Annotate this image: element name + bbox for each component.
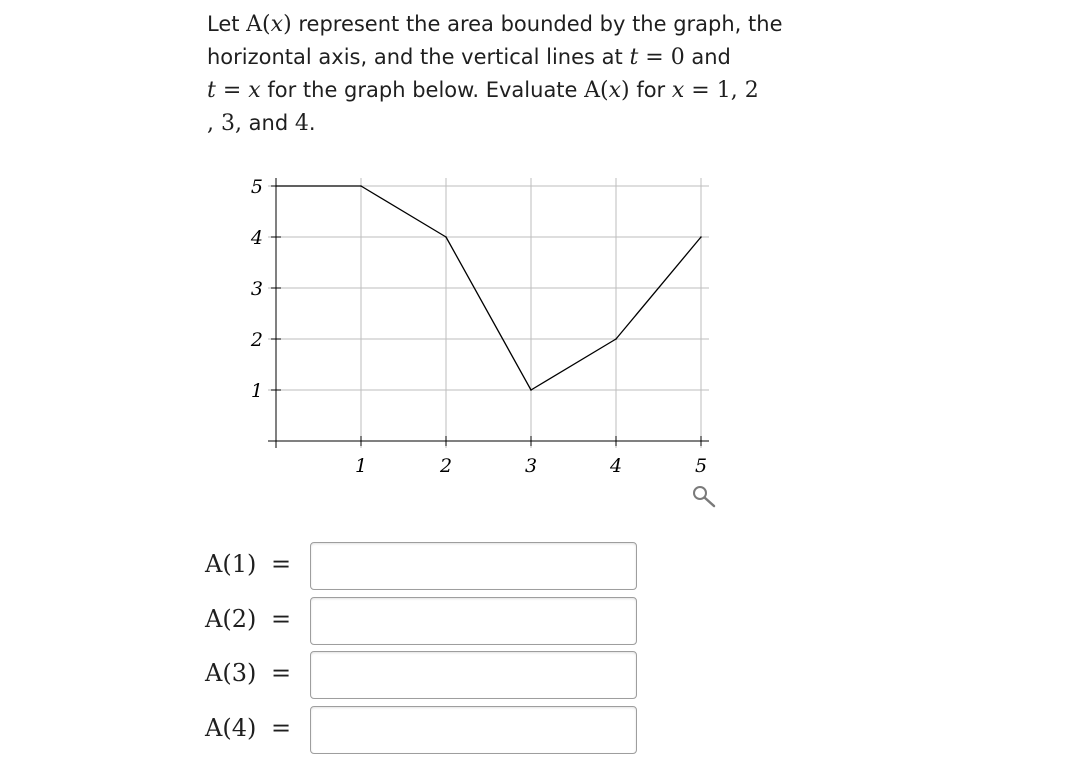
text-segment: represent the area bounded by the graph, the: [291, 12, 783, 36]
x-tick-label: 2: [439, 455, 453, 477]
math-variable: x: [608, 78, 622, 103]
answer-input-a1[interactable]: [310, 542, 637, 590]
text-segment: for: [629, 78, 672, 102]
answer-label-text: A(4): [205, 713, 257, 742]
math-segment: A(: [246, 12, 271, 37]
answer-label: [205, 714, 295, 742]
magnifier-icon[interactable]: [687, 482, 721, 512]
math-variable: t: [207, 78, 216, 103]
math-segment: 4: [294, 111, 309, 136]
math-segment: = 0: [638, 45, 685, 70]
data-point: [445, 236, 447, 238]
answer-label-text: A(2): [205, 604, 257, 633]
data-point: [275, 185, 277, 187]
math-variable: x: [248, 78, 261, 103]
answer-input-a4[interactable]: [310, 706, 637, 754]
text-segment: for the graph below. Evaluate: [260, 78, 585, 102]
answer-label: [205, 550, 295, 578]
answer-label: [205, 659, 295, 687]
text-segment: horizontal axis, and the vertical lines at: [207, 45, 630, 69]
answer-label-text: A(1): [205, 550, 257, 578]
x-tick-label: 1: [354, 455, 368, 477]
tick-labels: [250, 176, 707, 477]
answer-input-a2[interactable]: [310, 597, 637, 645]
y-tick-label: 4: [250, 227, 263, 249]
math-variable: x: [671, 78, 685, 103]
equals-sign: =: [271, 659, 292, 687]
text-segment: and: [241, 111, 295, 135]
answer-label: [205, 605, 295, 633]
equals-sign: =: [271, 550, 292, 578]
data-point: [700, 236, 702, 238]
math-segment: , 3,: [207, 111, 242, 136]
math-segment: ): [283, 12, 292, 37]
y-tick-label: 5: [250, 176, 263, 198]
data-point: [530, 389, 532, 391]
math-segment: ): [621, 78, 630, 103]
math-segment: A(: [584, 78, 609, 103]
answer-input-a3[interactable]: [310, 651, 637, 699]
answer-label-text: A(3): [205, 659, 257, 687]
math-segment: =: [215, 78, 249, 103]
y-tick-label: 3: [250, 278, 263, 300]
x-tick-label: 4: [609, 455, 623, 477]
text-segment: Let: [207, 12, 247, 36]
data-point: [360, 185, 362, 187]
math-variable: t: [629, 45, 639, 70]
text-segment: .: [308, 111, 316, 135]
equals-sign: =: [271, 713, 292, 742]
x-tick-label: 3: [524, 455, 538, 477]
text-segment: and: [684, 45, 731, 69]
data-point: [615, 338, 617, 340]
x-tick-label: 5: [694, 455, 708, 477]
y-tick-label: 1: [250, 380, 263, 402]
equals-sign: =: [271, 604, 292, 633]
math-segment: = 1, 2: [684, 78, 759, 103]
y-tick-label: 2: [250, 329, 263, 351]
math-variable: x: [270, 12, 284, 37]
